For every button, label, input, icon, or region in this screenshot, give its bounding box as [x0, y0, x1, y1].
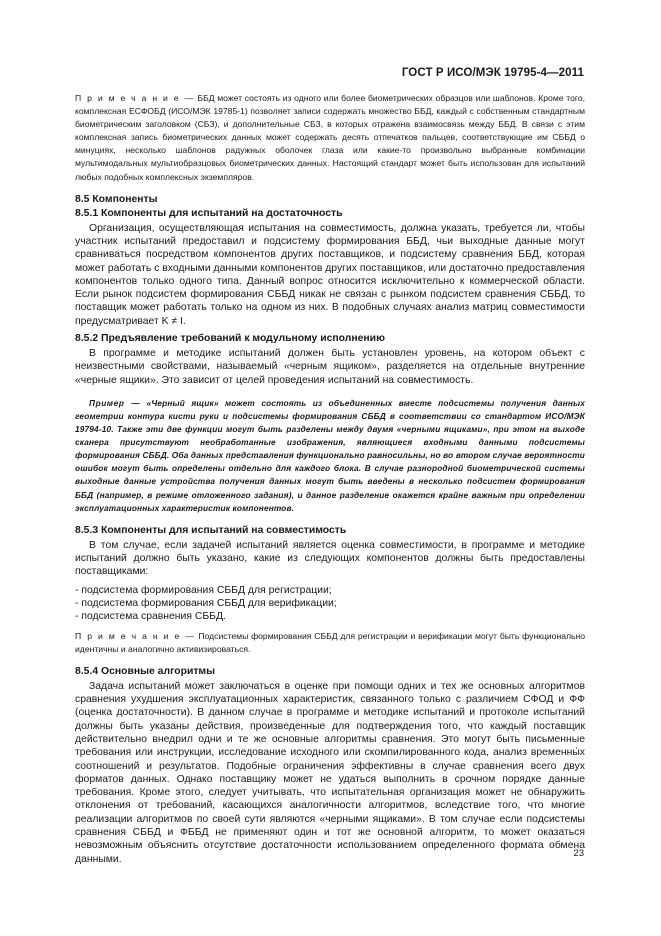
standard-header: ГОСТ Р ИСО/МЭК 19795-4—2011 — [401, 67, 584, 79]
list-item: - подсистема формирования СББД для регистрации; — [75, 584, 332, 596]
page-content — [75, 92, 585, 871]
section-8-5-2-title: 8.5.2 Предъявление требований к модульному исполнению — [75, 333, 385, 345]
note-top — [75, 92, 585, 184]
note-text: ББД может состоять из одного или более биометрических образцов или шаблонов. Кроме того, комплексная ЕСФОБД (ИСО/МЭК 19785-1) позволяет записи содержать множество ББД, каждый с собственным стандартным биометрическим заголовком (СБЗ), и дополнительные СБЗ, в которых отражена взаимосвязь между ББД. В связи с этим комплексная запись биометрических данных может содержать десять отпечатков пальцев, соответствующие им СББД о минуциях, несколько шаблонов радужных оболочек глаза или какие-то произвольно выбранные комбинации мультимодальных мультиобразцовых биометрических данных. Настоящий стандарт может быть использован для испытаний любых подобных комплексных экземпляров. — [75, 93, 585, 182]
note-label: П р и м е ч а н и е — — [75, 630, 196, 641]
section-8-5-1-title: 8.5.1 Компоненты для испытаний на достаточность — [75, 207, 343, 219]
section-8-5-3-title: 8.5.3 Компоненты для испытаний на совместимость — [75, 524, 347, 536]
list-item: - подсистема формирования СББД для верификации; — [75, 597, 337, 609]
example-text: «Черный ящик» может состоять из объединенных вместе подсистемы получения данных геометрии контура кисти руки и подсистемы формирования СББД в соответствии со стандартом ИСО/МЭК 19794-10. Также эти две функции могут быть разделены между двумя «черными ящиками», при этом на выходе сканера присутствуют необработанные изображения, являющиеся входными данными подсистемы формирования СББД. Оба данных представления функционально равносильны, но во втором случае вероятности ошибок могут быть определены отдельно для каждого блока. В случае разнородной биометрической системы выходные данные устройства получения данных могут быть введены в несколько подсистем формирования ББД (например, в режиме отложенного задания), и данное разделение окажется крайне важным при определении эксплуатационных характеристик компонентов. — [75, 397, 586, 513]
page-number: 23 — [573, 848, 584, 859]
section-8-5-1-paragraph: Организация, осуществляющая испытания на совместимость, должна указать, требуется ли, чтобы участник испытаний предоставил и подсистему формирования ББД, чьи выходные данные могут сравниваться посредством компонентов других поставщиков, и подсистему сравнения ББД, которая может работать с входными данными компонентов других поставщиков, или достаточно предоставления компонентов только одного типа. Данный вопрос относится исключительно к коммерческой области. Если рынок подсистем формирования СББД никак не связан с рынком подсистем сравнения СББД, то поставщик может работать только на одном из них. В подобных случаях анализ матриц совместимости предусматривает K ≠ I. — [75, 222, 585, 327]
note-components — [75, 630, 585, 656]
section-8-5-3-paragraph: В том случае, если задачей испытаний является оценка совместимости, в программе и методике испытаний должно быть указано, какие из следующих компонентов должны быть предоставлены поставщиками: — [75, 539, 585, 578]
example-label: Пример — — [89, 397, 141, 408]
section-8-5-2-paragraph: В программе и методике испытаний должен быть установлен уровень, на котором объект с неизвестными свойствами, называемый «черным ящиком», разделяется на отдельные внутренние «черные ящики». Это зависит от целей проведения испытаний на совместимость. — [75, 348, 585, 386]
note-label: П р и м е ч а н и е — — [75, 93, 195, 103]
section-8-5-4-paragraph: Задача испытаний может заключаться в оценке при помощи одних и тех же основных алгоритмов сравнения ухудшения эксплуатационных характеристик, связанного только с различием СФОД и ФФ (оценка достаточности). В данном случае в программе и методике испытаний и протоколе испытаний должны быть указаны действия, произведенные для подтверждения того, что каждый поставщик действительно внедрил одни и те же основные алгоритмы сравнения. Это могут быть письменные требования или инструкции, исследование исходного или скомпилированного кода, анализ временны́х соотношений и результатов. Подобные ограничения эффективны в случае сравнения всего двух форматов данных. Однако поставщику может не удаться выполнить в срочном порядке данные требования. Кроме этого, следует учитывать, что испытательная организация может не обнаружить отклонения от требований, касающихся аналогичности алгоритмов, вследствие того, что многие реализации алгоритмов по своей сути являются «черными ящиками». В том случае если подсистемы сравнения СББД и ФББД не применяют один и тот же основной алгоритм, то может оказаться невозможным объяснить отсутствие достаточности использованием определенного формата обмена данными. — [75, 680, 585, 865]
list-item: - подсистема сравнения СББД. — [75, 611, 226, 623]
component-list — [75, 584, 585, 624]
section-8-5-4-title: 8.5.4 Основные алгоритмы — [75, 665, 215, 677]
example-block — [75, 397, 585, 515]
section-8-5-title: 8.5 Компоненты — [75, 193, 158, 205]
note-text: Подсистемы формирования СББД для регистрации и верификации могут быть функционально идентичны и аналогично активизироваться. — [75, 630, 585, 654]
